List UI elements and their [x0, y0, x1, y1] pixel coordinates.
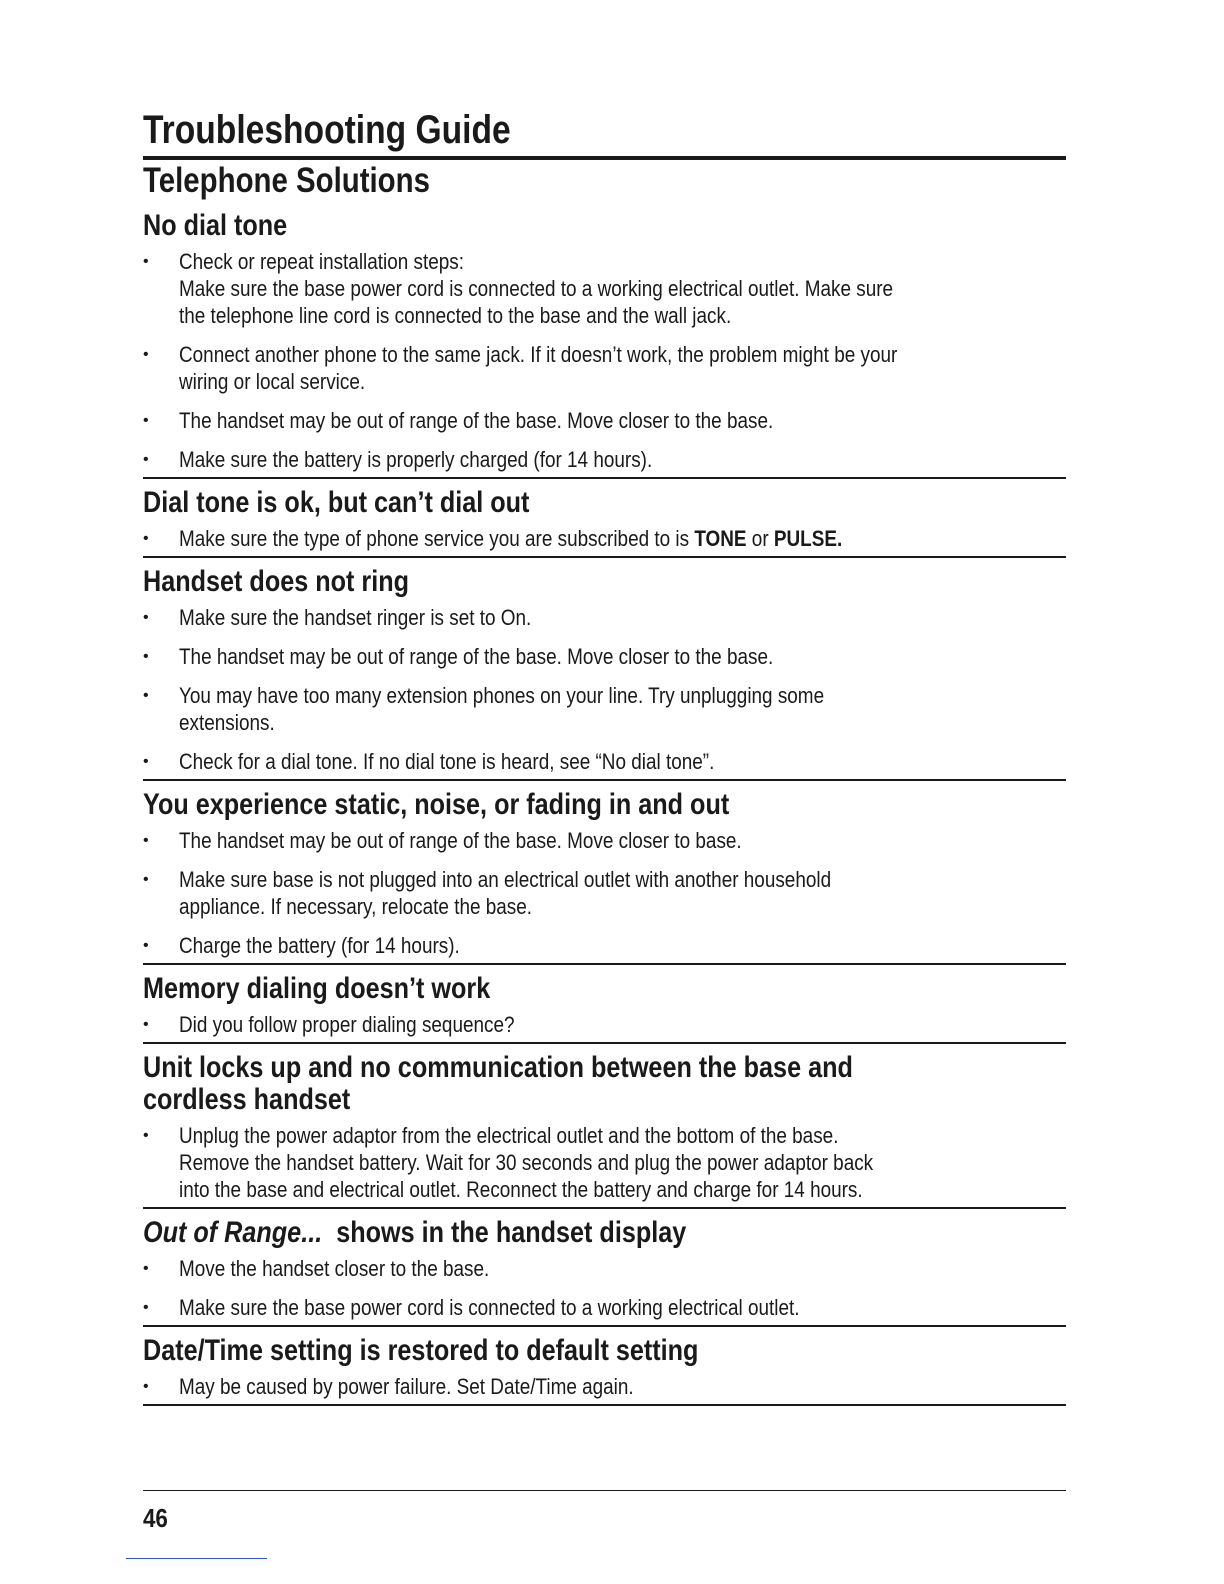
link-underline — [126, 1558, 267, 1559]
section-heading: Unit locks up and no communication between the base and cordless handset — [143, 1051, 853, 1116]
list-item: • Make sure the type of phone service you are subscribed to is TONE or PULSE. — [143, 526, 843, 551]
bullet: • — [143, 1378, 149, 1395]
section-unit-locks-up — [143, 1052, 1066, 1209]
list-item: • The handset may be out of range of the base. Move closer to base. — [143, 828, 742, 853]
bullet: • — [143, 1299, 149, 1316]
section-date-time — [143, 1335, 1066, 1406]
section-heading: Dial tone is ok, but can’t dial out — [143, 486, 530, 519]
section-memory-dialing — [143, 973, 1066, 1044]
section-heading: No dial tone — [143, 209, 288, 242]
bullet: • — [143, 937, 149, 954]
list-item: • Make sure the base power cord is connected to a working electrical outlet. — [143, 1295, 800, 1320]
page-content — [143, 106, 1066, 1406]
page-title: Troubleshooting Guide — [143, 108, 511, 152]
list-item: • You may have too many extension phones on your line. Try unplugging some extensions. — [143, 683, 825, 735]
bullet: • — [143, 1127, 149, 1144]
tone-keyword: TONE — [694, 526, 747, 551]
section-no-dial-tone — [143, 210, 1066, 479]
bullet: • — [143, 346, 149, 363]
bullet: • — [143, 832, 149, 849]
section-cant-dial-out — [143, 487, 1066, 558]
bullet: • — [143, 451, 149, 468]
section-heading: You experience static, noise, or fading in and out — [143, 788, 730, 821]
list-item: • Make sure the handset ringer is set to On. — [143, 605, 532, 630]
sub-paragraph: Make sure the base power cord is connected to a working electrical outlet. Make sure the telephone line cord is connected to the base and the wall jack. — [179, 276, 894, 328]
display-message: Out of Range... — [143, 1216, 323, 1249]
list-item: • Charge the battery (for 14 hours). — [143, 933, 460, 958]
bullet: • — [143, 609, 149, 626]
section-out-of-range — [143, 1217, 1066, 1327]
list-item: • Connect another phone to the same jack. If it doesn’t work, the problem might be your wiring or local service. — [143, 342, 898, 394]
section-subtitle: Telephone Solutions — [143, 161, 430, 200]
bullet: • — [143, 753, 149, 770]
list-item: • Did you follow proper dialing sequence? — [143, 1012, 515, 1037]
section-static-noise — [143, 789, 1066, 965]
section-heading: Memory dialing doesn’t work — [143, 972, 491, 1005]
bullet: • — [143, 871, 149, 888]
list-item: • Check or repeat installation steps: — [143, 249, 465, 274]
bullet: • — [143, 1260, 149, 1277]
section-handset-does-not-ring — [143, 566, 1066, 781]
list-item: • The handset may be out of range of the base. Move closer to the base. — [143, 644, 774, 669]
page-number: 46 — [143, 1503, 168, 1533]
list-item: • The handset may be out of range of the base. Move closer to the base. — [143, 408, 774, 433]
footer-rule — [143, 1490, 1066, 1491]
bullet: • — [143, 687, 149, 704]
list-item: • Check for a dial tone. If no dial tone is heard, see “No dial tone”. — [143, 749, 715, 774]
bullet: • — [143, 1016, 149, 1033]
section-heading: Handset does not ring — [143, 565, 410, 598]
list-item: • Make sure the battery is properly charged (for 14 hours). — [143, 447, 653, 472]
list-item: • Make sure base is not plugged into an electrical outlet with another household appliance. If necessary, relocate the base. — [143, 867, 832, 919]
list-item: • May be caused by power failure. Set Date/Time again. — [143, 1374, 634, 1399]
bullet: • — [143, 530, 149, 547]
bullet: • — [143, 253, 149, 270]
section-heading: Out of Range... shows in the handset display — [143, 1216, 687, 1249]
bullet: • — [143, 648, 149, 665]
section-heading: Date/Time setting is restored to default setting — [143, 1334, 699, 1367]
list-item: • Unplug the power adaptor from the electrical outlet and the bottom of the base. Remove the handset battery. Wait for 30 seconds and plug the power adaptor back into the base and electrical outlet. Reconnect the battery and charge for 14 hours. — [143, 1123, 874, 1202]
pulse-keyword: PULSE. — [773, 526, 843, 551]
bullet: • — [143, 412, 149, 429]
list-item: • Move the handset closer to the base. — [143, 1256, 490, 1281]
